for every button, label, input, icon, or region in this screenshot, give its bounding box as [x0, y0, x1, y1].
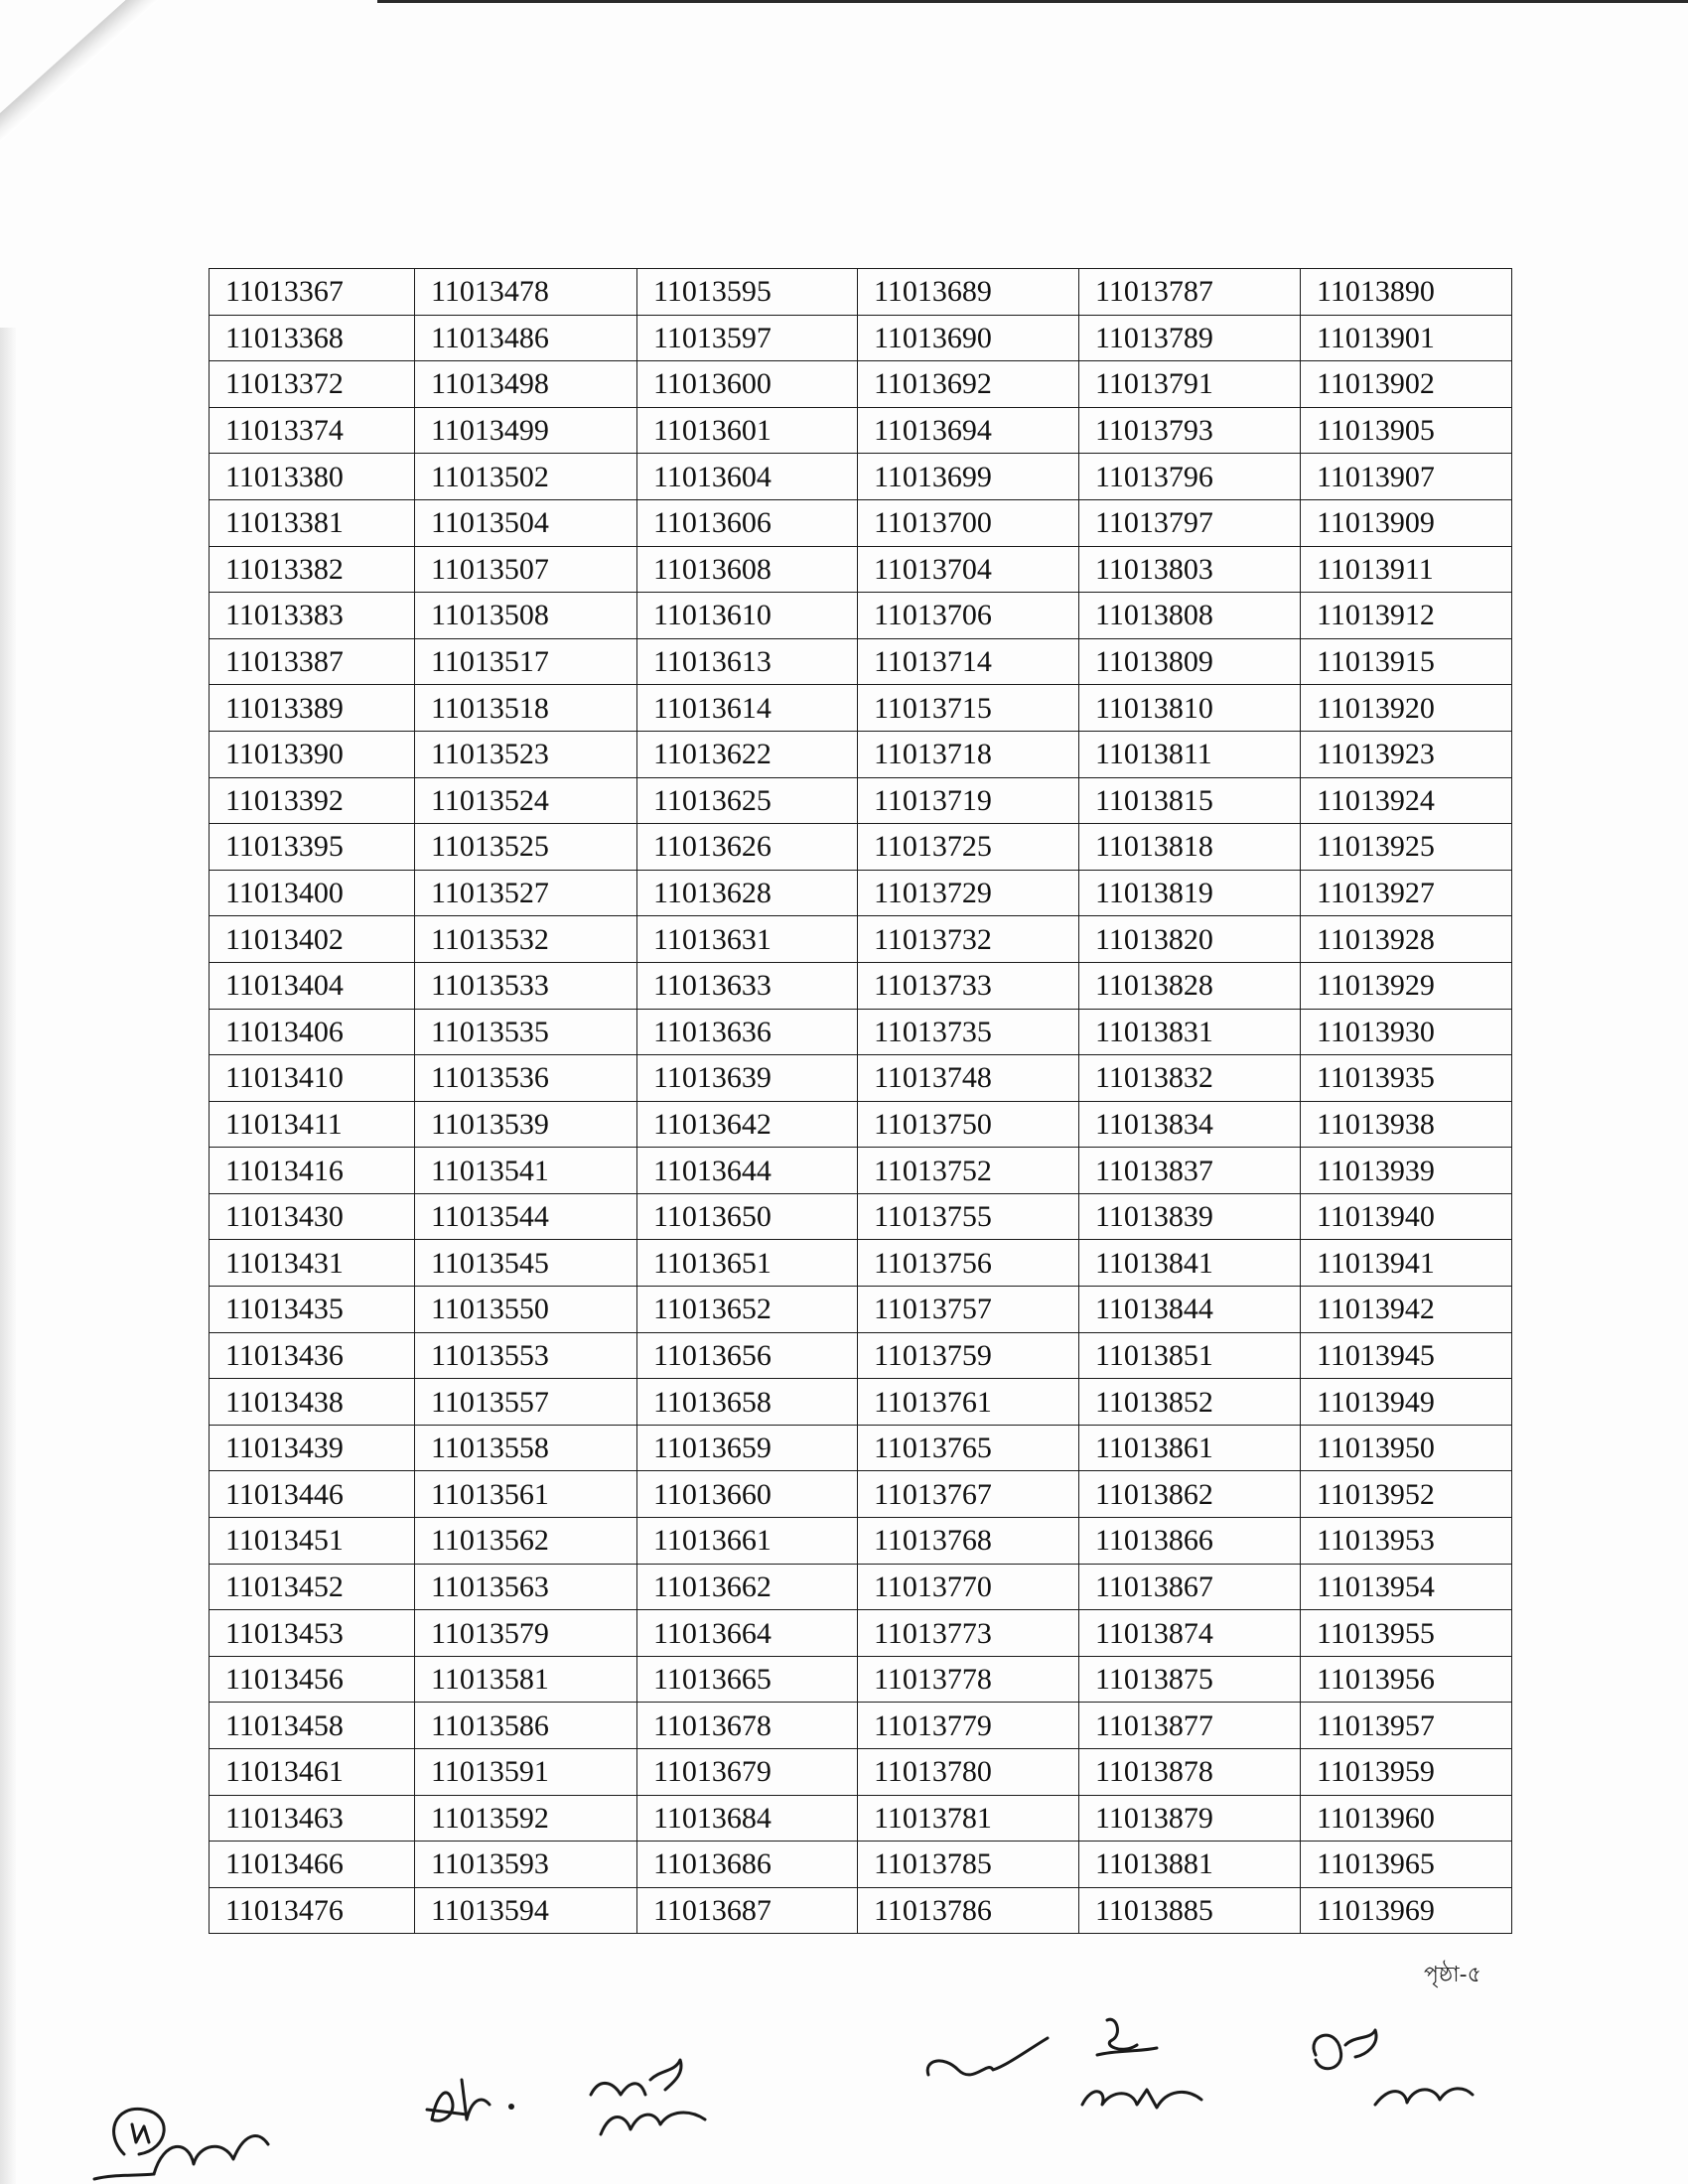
roll-number-cell: 11013885 — [1079, 1887, 1301, 1934]
table-row — [210, 1842, 1512, 1888]
roll-number-cell: 11013692 — [858, 361, 1079, 408]
table-row — [210, 499, 1512, 546]
roll-number-cell: 11013890 — [1301, 269, 1512, 316]
roll-number-cell: 11013639 — [637, 1055, 858, 1102]
roll-number-cell: 11013594 — [415, 1887, 637, 1934]
roll-number-cell: 11013773 — [858, 1610, 1079, 1657]
roll-number-cell: 11013406 — [210, 1009, 415, 1055]
table-row — [210, 1703, 1512, 1749]
roll-number-cell: 11013553 — [415, 1332, 637, 1379]
roll-number-cell: 11013600 — [637, 361, 858, 408]
roll-number-cell: 11013780 — [858, 1749, 1079, 1796]
roll-number-cell: 11013714 — [858, 638, 1079, 685]
table-row — [210, 1287, 1512, 1333]
roll-number-cell: 11013810 — [1079, 685, 1301, 732]
roll-number-cell: 11013862 — [1079, 1471, 1301, 1518]
table-row — [210, 824, 1512, 871]
table-row — [210, 1656, 1512, 1703]
table-row — [210, 962, 1512, 1009]
roll-number-cell: 11013591 — [415, 1749, 637, 1796]
roll-number-cell: 11013562 — [415, 1518, 637, 1565]
roll-number-cell: 11013625 — [637, 777, 858, 824]
table-row — [210, 731, 1512, 777]
roll-number-cell: 11013785 — [858, 1842, 1079, 1888]
roll-number-cell: 11013665 — [637, 1656, 858, 1703]
roll-number-cell: 11013852 — [1079, 1379, 1301, 1426]
roll-number-cell: 11013661 — [637, 1518, 858, 1565]
roll-number-cell: 11013533 — [415, 962, 637, 1009]
roll-number-cell: 11013558 — [415, 1425, 637, 1471]
roll-number-cell: 11013476 — [210, 1887, 415, 1934]
roll-number-cell: 11013435 — [210, 1287, 415, 1333]
roll-number-cell: 11013844 — [1079, 1287, 1301, 1333]
roll-number-cell: 11013837 — [1079, 1148, 1301, 1194]
roll-number-cell: 11013781 — [858, 1795, 1079, 1842]
roll-number-cell: 11013920 — [1301, 685, 1512, 732]
roll-number-cell: 11013915 — [1301, 638, 1512, 685]
table-row — [210, 1564, 1512, 1610]
table-row — [210, 1795, 1512, 1842]
roll-number-cell: 11013941 — [1301, 1240, 1512, 1287]
roll-number-cell: 11013507 — [415, 546, 637, 593]
roll-number-cell: 11013957 — [1301, 1703, 1512, 1749]
roll-number-cell: 11013779 — [858, 1703, 1079, 1749]
roll-number-cell: 11013656 — [637, 1332, 858, 1379]
table-row — [210, 1610, 1512, 1657]
roll-number-cell: 11013463 — [210, 1795, 415, 1842]
roll-number-cell: 11013662 — [637, 1564, 858, 1610]
roll-number-cell: 11013456 — [210, 1656, 415, 1703]
roll-number-cell: 11013956 — [1301, 1656, 1512, 1703]
roll-number-cell: 11013486 — [415, 315, 637, 361]
roll-number-cell: 11013592 — [415, 1795, 637, 1842]
roll-number-cell: 11013586 — [415, 1703, 637, 1749]
roll-number-cell: 11013651 — [637, 1240, 858, 1287]
roll-number-cell: 11013536 — [415, 1055, 637, 1102]
table-row — [210, 1332, 1512, 1379]
roll-number-cell: 11013750 — [858, 1101, 1079, 1148]
roll-number-cell: 11013478 — [415, 269, 637, 316]
roll-number-cell: 11013372 — [210, 361, 415, 408]
roll-number-cell: 11013504 — [415, 499, 637, 546]
roll-number-cell: 11013614 — [637, 685, 858, 732]
roll-number-cell: 11013874 — [1079, 1610, 1301, 1657]
roll-number-cell: 11013715 — [858, 685, 1079, 732]
table-row — [210, 1148, 1512, 1194]
signature-4 — [918, 2030, 1057, 2100]
roll-number-cell: 11013841 — [1079, 1240, 1301, 1287]
roll-number-cell: 11013523 — [415, 731, 637, 777]
roll-number-cell: 11013940 — [1301, 1193, 1512, 1240]
roll-number-cell: 11013374 — [210, 407, 415, 454]
roll-number-cell: 11013878 — [1079, 1749, 1301, 1796]
roll-number-cell: 11013518 — [415, 685, 637, 732]
roll-number-cell: 11013593 — [415, 1842, 637, 1888]
roll-number-cell: 11013652 — [637, 1287, 858, 1333]
roll-number-cell: 11013791 — [1079, 361, 1301, 408]
roll-number-cell: 11013642 — [637, 1101, 858, 1148]
roll-number-cell: 11013808 — [1079, 593, 1301, 639]
roll-number-cell: 11013925 — [1301, 824, 1512, 871]
roll-number-cell: 11013938 — [1301, 1101, 1512, 1148]
roll-number-cell: 11013959 — [1301, 1749, 1512, 1796]
roll-number-cell: 11013935 — [1301, 1055, 1512, 1102]
table-row — [210, 870, 1512, 916]
roll-number-cell: 11013400 — [210, 870, 415, 916]
table-row — [210, 1471, 1512, 1518]
roll-number-cell: 11013402 — [210, 916, 415, 963]
roll-number-cell: 11013704 — [858, 546, 1079, 593]
roll-number-cell: 11013380 — [210, 454, 415, 500]
roll-number-cell: 11013387 — [210, 638, 415, 685]
roll-number-cell: 11013725 — [858, 824, 1079, 871]
roll-number-cell: 11013606 — [637, 499, 858, 546]
roll-number-cell: 11013755 — [858, 1193, 1079, 1240]
roll-number-cell: 11013748 — [858, 1055, 1079, 1102]
folded-corner — [0, 0, 388, 165]
roll-number-cell: 11013820 — [1079, 916, 1301, 963]
roll-number-cell: 11013458 — [210, 1703, 415, 1749]
roll-number-cell: 11013410 — [210, 1055, 415, 1102]
roll-number-table-body — [210, 269, 1512, 1934]
roll-number-cell: 11013664 — [637, 1610, 858, 1657]
roll-number-cell: 11013508 — [415, 593, 637, 639]
roll-number-cell: 11013502 — [415, 454, 637, 500]
roll-number-cell: 11013719 — [858, 777, 1079, 824]
roll-number-cell: 11013851 — [1079, 1332, 1301, 1379]
roll-number-cell: 11013952 — [1301, 1471, 1512, 1518]
table-row — [210, 1425, 1512, 1471]
roll-number-cell: 11013544 — [415, 1193, 637, 1240]
roll-number-cell: 11013796 — [1079, 454, 1301, 500]
roll-number-cell: 11013949 — [1301, 1379, 1512, 1426]
roll-number-cell: 11013768 — [858, 1518, 1079, 1565]
roll-number-cell: 11013550 — [415, 1287, 637, 1333]
roll-number-cell: 11013786 — [858, 1887, 1079, 1934]
roll-number-cell: 11013700 — [858, 499, 1079, 546]
roll-number-cell: 11013945 — [1301, 1332, 1512, 1379]
roll-number-cell: 11013875 — [1079, 1656, 1301, 1703]
table-row — [210, 916, 1512, 963]
roll-number-cell: 11013834 — [1079, 1101, 1301, 1148]
roll-number-cell: 11013909 — [1301, 499, 1512, 546]
roll-number-cell: 11013451 — [210, 1518, 415, 1565]
roll-number-cell: 11013581 — [415, 1656, 637, 1703]
roll-number-cell: 11013881 — [1079, 1842, 1301, 1888]
table-row — [210, 454, 1512, 500]
roll-number-table-container — [209, 268, 1511, 1934]
roll-number-cell: 11013787 — [1079, 269, 1301, 316]
roll-number-cell: 11013752 — [858, 1148, 1079, 1194]
roll-number-cell: 11013923 — [1301, 731, 1512, 777]
roll-number-cell: 11013453 — [210, 1610, 415, 1657]
roll-number-cell: 11013950 — [1301, 1425, 1512, 1471]
roll-number-cell: 11013395 — [210, 824, 415, 871]
roll-number-cell: 11013686 — [637, 1842, 858, 1888]
roll-number-cell: 11013866 — [1079, 1518, 1301, 1565]
roll-number-cell: 11013861 — [1079, 1425, 1301, 1471]
roll-number-cell: 11013939 — [1301, 1148, 1512, 1194]
table-row — [210, 1240, 1512, 1287]
roll-number-cell: 11013877 — [1079, 1703, 1301, 1749]
roll-number-cell: 11013690 — [858, 315, 1079, 361]
roll-number-cell: 11013911 — [1301, 546, 1512, 593]
roll-number-cell: 11013809 — [1079, 638, 1301, 685]
table-row — [210, 1749, 1512, 1796]
roll-number-cell: 11013735 — [858, 1009, 1079, 1055]
roll-number-cell: 11013793 — [1079, 407, 1301, 454]
table-row — [210, 1101, 1512, 1148]
roll-number-cell: 11013498 — [415, 361, 637, 408]
roll-number-cell: 11013466 — [210, 1842, 415, 1888]
roll-number-cell: 11013626 — [637, 824, 858, 871]
roll-number-cell: 11013706 — [858, 593, 1079, 639]
roll-number-cell: 11013969 — [1301, 1887, 1512, 1934]
roll-number-cell: 11013610 — [637, 593, 858, 639]
roll-number-cell: 11013461 — [210, 1749, 415, 1796]
roll-number-cell: 11013930 — [1301, 1009, 1512, 1055]
roll-number-cell: 11013902 — [1301, 361, 1512, 408]
roll-number-cell: 11013733 — [858, 962, 1079, 1009]
roll-number-cell: 11013392 — [210, 777, 415, 824]
roll-number-cell: 11013684 — [637, 1795, 858, 1842]
roll-number-cell: 11013818 — [1079, 824, 1301, 871]
roll-number-cell: 11013718 — [858, 731, 1079, 777]
roll-number-cell: 11013955 — [1301, 1610, 1512, 1657]
roll-number-cell: 11013446 — [210, 1471, 415, 1518]
table-row — [210, 361, 1512, 408]
roll-number-cell: 11013644 — [637, 1148, 858, 1194]
roll-number-cell: 11013613 — [637, 638, 858, 685]
roll-number-cell: 11013924 — [1301, 777, 1512, 824]
roll-number-table — [209, 268, 1512, 1934]
roll-number-cell: 11013411 — [210, 1101, 415, 1148]
signature-6 — [1296, 2015, 1475, 2124]
table-row — [210, 315, 1512, 361]
roll-number-cell: 11013604 — [637, 454, 858, 500]
roll-number-cell: 11013658 — [637, 1379, 858, 1426]
roll-number-cell: 11013545 — [415, 1240, 637, 1287]
table-row — [210, 1009, 1512, 1055]
roll-number-cell: 11013905 — [1301, 407, 1512, 454]
roll-number-cell: 11013828 — [1079, 962, 1301, 1009]
roll-number-cell: 11013524 — [415, 777, 637, 824]
roll-number-cell: 11013942 — [1301, 1287, 1512, 1333]
table-row — [210, 407, 1512, 454]
roll-number-cell: 11013438 — [210, 1379, 415, 1426]
table-row — [210, 1379, 1512, 1426]
roll-number-cell: 11013541 — [415, 1148, 637, 1194]
roll-number-cell: 11013430 — [210, 1193, 415, 1240]
roll-number-cell: 11013622 — [637, 731, 858, 777]
roll-number-cell: 11013759 — [858, 1332, 1079, 1379]
roll-number-cell: 11013732 — [858, 916, 1079, 963]
roll-number-cell: 11013628 — [637, 870, 858, 916]
roll-number-cell: 11013879 — [1079, 1795, 1301, 1842]
roll-number-cell: 11013431 — [210, 1240, 415, 1287]
table-row — [210, 546, 1512, 593]
roll-number-cell: 11013563 — [415, 1564, 637, 1610]
roll-number-cell: 11013767 — [858, 1471, 1079, 1518]
roll-number-cell: 11013527 — [415, 870, 637, 916]
roll-number-cell: 11013436 — [210, 1332, 415, 1379]
roll-number-cell: 11013499 — [415, 407, 637, 454]
roll-number-cell: 11013535 — [415, 1009, 637, 1055]
roll-number-cell: 11013953 — [1301, 1518, 1512, 1565]
table-row — [210, 1193, 1512, 1240]
roll-number-cell: 11013390 — [210, 731, 415, 777]
table-row — [210, 1518, 1512, 1565]
scan-top-edge — [377, 0, 1688, 3]
roll-number-cell: 11013832 — [1079, 1055, 1301, 1102]
roll-number-cell: 11013689 — [858, 269, 1079, 316]
roll-number-cell: 11013381 — [210, 499, 415, 546]
roll-number-cell: 11013757 — [858, 1287, 1079, 1333]
roll-number-cell: 11013965 — [1301, 1842, 1512, 1888]
roll-number-cell: 11013660 — [637, 1471, 858, 1518]
roll-number-cell: 11013694 — [858, 407, 1079, 454]
roll-number-cell: 11013557 — [415, 1379, 637, 1426]
roll-number-cell: 11013532 — [415, 916, 637, 963]
roll-number-cell: 11013601 — [637, 407, 858, 454]
roll-number-cell: 11013439 — [210, 1425, 415, 1471]
roll-number-cell: 11013383 — [210, 593, 415, 639]
roll-number-cell: 11013416 — [210, 1148, 415, 1194]
roll-number-cell: 11013907 — [1301, 454, 1512, 500]
table-row — [210, 1055, 1512, 1102]
roll-number-cell: 11013367 — [210, 269, 415, 316]
roll-number-cell: 11013517 — [415, 638, 637, 685]
roll-number-cell: 11013927 — [1301, 870, 1512, 916]
roll-number-cell: 11013815 — [1079, 777, 1301, 824]
roll-number-cell: 11013789 — [1079, 315, 1301, 361]
roll-number-cell: 11013597 — [637, 315, 858, 361]
roll-number-cell: 11013579 — [415, 1610, 637, 1657]
roll-number-cell: 11013729 — [858, 870, 1079, 916]
table-row — [210, 269, 1512, 316]
roll-number-cell: 11013699 — [858, 454, 1079, 500]
roll-number-cell: 11013687 — [637, 1887, 858, 1934]
roll-number-cell: 11013819 — [1079, 870, 1301, 916]
roll-number-cell: 11013368 — [210, 315, 415, 361]
roll-number-cell: 11013765 — [858, 1425, 1079, 1471]
roll-number-cell: 11013678 — [637, 1703, 858, 1749]
roll-number-cell: 11013679 — [637, 1749, 858, 1796]
roll-number-cell: 11013382 — [210, 546, 415, 593]
roll-number-cell: 11013659 — [637, 1425, 858, 1471]
roll-number-cell: 11013631 — [637, 916, 858, 963]
roll-number-cell: 11013608 — [637, 546, 858, 593]
roll-number-cell: 11013811 — [1079, 731, 1301, 777]
signature-strip — [0, 1995, 1688, 2184]
roll-number-cell: 11013539 — [415, 1101, 637, 1148]
roll-number-cell: 11013928 — [1301, 916, 1512, 963]
roll-number-cell: 11013831 — [1079, 1009, 1301, 1055]
table-row — [210, 1887, 1512, 1934]
roll-number-cell: 11013389 — [210, 685, 415, 732]
roll-number-cell: 11013797 — [1079, 499, 1301, 546]
signature-5 — [1077, 2010, 1216, 2129]
roll-number-cell: 11013770 — [858, 1564, 1079, 1610]
signature-2 — [412, 2065, 521, 2144]
roll-number-cell: 11013756 — [858, 1240, 1079, 1287]
table-row — [210, 638, 1512, 685]
table-row — [210, 685, 1512, 732]
roll-number-cell: 11013404 — [210, 962, 415, 1009]
roll-number-cell: 11013561 — [415, 1471, 637, 1518]
roll-number-cell: 11013778 — [858, 1656, 1079, 1703]
signature-1 — [94, 2055, 273, 2184]
roll-number-cell: 11013595 — [637, 269, 858, 316]
roll-number-cell: 11013867 — [1079, 1564, 1301, 1610]
page-number: পৃষ্ঠা-৫ — [1424, 1963, 1481, 1987]
roll-number-cell: 11013636 — [637, 1009, 858, 1055]
roll-number-cell: 11013960 — [1301, 1795, 1512, 1842]
roll-number-cell: 11013954 — [1301, 1564, 1512, 1610]
table-row — [210, 593, 1512, 639]
roll-number-cell: 11013761 — [858, 1379, 1079, 1426]
roll-number-cell: 11013839 — [1079, 1193, 1301, 1240]
table-row — [210, 777, 1512, 824]
scan-left-edge — [0, 328, 16, 2184]
roll-number-cell: 11013633 — [637, 962, 858, 1009]
roll-number-cell: 11013901 — [1301, 315, 1512, 361]
roll-number-cell: 11013525 — [415, 824, 637, 871]
roll-number-cell: 11013803 — [1079, 546, 1301, 593]
signature-3 — [581, 2050, 720, 2149]
roll-number-cell: 11013912 — [1301, 593, 1512, 639]
roll-number-cell: 11013929 — [1301, 962, 1512, 1009]
roll-number-cell: 11013452 — [210, 1564, 415, 1610]
roll-number-cell: 11013650 — [637, 1193, 858, 1240]
